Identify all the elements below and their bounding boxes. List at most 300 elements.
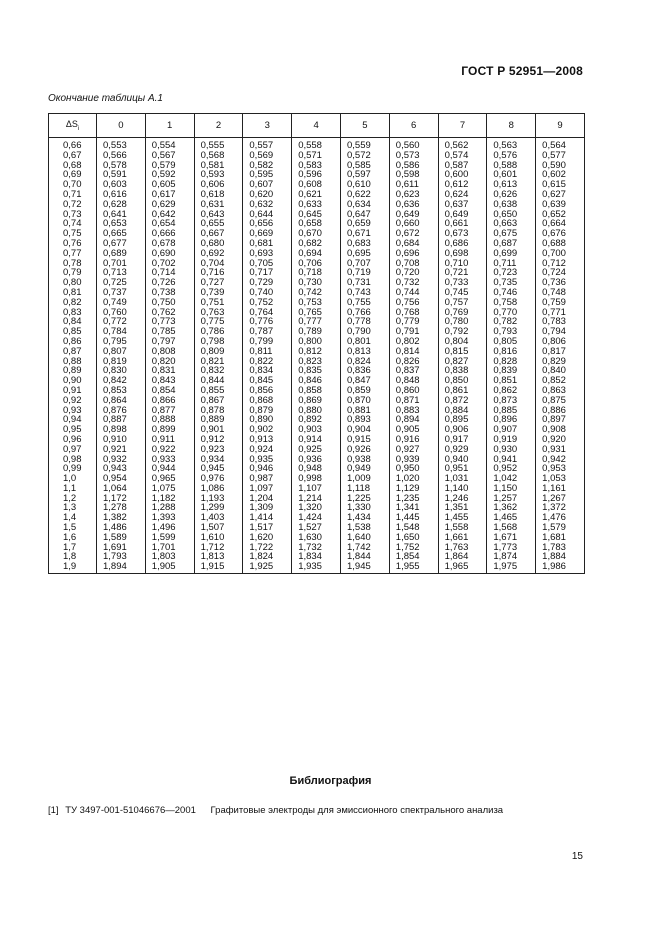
table-cell: 1,620 — [243, 533, 292, 543]
table-cell: 0,828 — [487, 357, 536, 367]
table-cell: 0,834 — [243, 366, 292, 376]
table-cell: 0,568 — [194, 151, 243, 161]
row-key: 0,92 — [49, 396, 97, 406]
table-cell: 1,691 — [97, 543, 146, 553]
table-cell: 0,793 — [487, 327, 536, 337]
table-cell: 1,955 — [389, 562, 438, 573]
table-cell: 0,724 — [536, 268, 585, 278]
table-cell: 0,840 — [536, 366, 585, 376]
table-cell: 0,794 — [536, 327, 585, 337]
table-cell: 0,730 — [292, 278, 341, 288]
table-cell: 1,129 — [389, 484, 438, 494]
table-cell: 0,829 — [536, 357, 585, 367]
table-cell: 1,064 — [97, 484, 146, 494]
table-cell: 0,605 — [145, 180, 194, 190]
table-cell: 1,118 — [340, 484, 389, 494]
table-cell: 0,790 — [340, 327, 389, 337]
table-cell: 0,797 — [145, 337, 194, 347]
table-cell: 0,817 — [536, 347, 585, 357]
table-cell: 0,773 — [145, 317, 194, 327]
table-cell: 0,725 — [97, 278, 146, 288]
table-cell: 0,729 — [243, 278, 292, 288]
table-cell: 0,586 — [389, 161, 438, 171]
table-cell: 0,649 — [389, 210, 438, 220]
table-cell: 0,739 — [194, 288, 243, 298]
table-cell: 1,568 — [487, 523, 536, 533]
table-cell: 1,403 — [194, 513, 243, 523]
table-cell: 0,716 — [194, 268, 243, 278]
table-cell: 0,632 — [243, 200, 292, 210]
table-cell: 0,888 — [145, 415, 194, 425]
table-cell: 0,593 — [194, 170, 243, 180]
table-cell: 0,627 — [536, 190, 585, 200]
table-cell: 0,755 — [340, 298, 389, 308]
table-cell: 0,881 — [340, 406, 389, 416]
table-cell: 0,902 — [243, 425, 292, 435]
table-cell: 0,603 — [97, 180, 146, 190]
table-cell: 0,869 — [292, 396, 341, 406]
table-cell: 1,793 — [97, 552, 146, 562]
table-cell: 0,581 — [194, 161, 243, 171]
table-cell: 0,595 — [243, 170, 292, 180]
table-cell: 1,894 — [97, 562, 146, 573]
table-cell: 0,621 — [292, 190, 341, 200]
table-cell: 1,640 — [340, 533, 389, 543]
row-key: 0,88 — [49, 357, 97, 367]
table-cell: 1,107 — [292, 484, 341, 494]
table-cell: 0,644 — [243, 210, 292, 220]
table-cell: 0,676 — [536, 229, 585, 239]
table-cell: 0,554 — [145, 138, 194, 151]
table-cell: 0,821 — [194, 357, 243, 367]
row-key: 1,4 — [49, 513, 97, 523]
table-cell: 0,600 — [438, 170, 487, 180]
table-cell: 1,309 — [243, 503, 292, 513]
table-cell: 0,941 — [487, 455, 536, 465]
row-key: 1,1 — [49, 484, 97, 494]
table-cell: 0,653 — [97, 219, 146, 229]
row-key: 0,79 — [49, 268, 97, 278]
table-cell: 0,856 — [243, 386, 292, 396]
table-cell: 0,608 — [292, 180, 341, 190]
table-cell: 0,768 — [389, 308, 438, 318]
table-cell: 0,895 — [438, 415, 487, 425]
table-cell: 0,661 — [438, 219, 487, 229]
table-cell: 0,602 — [536, 170, 585, 180]
table-cell: 1,965 — [438, 562, 487, 573]
table-cell: 0,913 — [243, 435, 292, 445]
table-cell: 0,879 — [243, 406, 292, 416]
table-cell: 0,954 — [97, 474, 146, 484]
table-cell: 0,917 — [438, 435, 487, 445]
table-cell: 1,278 — [97, 503, 146, 513]
table-cell: 0,798 — [194, 337, 243, 347]
table-cell: 0,860 — [389, 386, 438, 396]
table-cell: 0,811 — [243, 347, 292, 357]
table-cell: 1,538 — [340, 523, 389, 533]
table-cell: 0,585 — [340, 161, 389, 171]
table-cell: 0,582 — [243, 161, 292, 171]
table-cell: 0,587 — [438, 161, 487, 171]
table-cell: 0,692 — [194, 249, 243, 259]
table-cell: 1,507 — [194, 523, 243, 533]
row-key: 0,75 — [49, 229, 97, 239]
table-cell: 0,596 — [292, 170, 341, 180]
table-cell: 1,214 — [292, 494, 341, 504]
table-cell: 0,838 — [438, 366, 487, 376]
table-cell: 0,736 — [536, 278, 585, 288]
table-cell: 0,907 — [487, 425, 536, 435]
row-key: 0,67 — [49, 151, 97, 161]
table-cell: 0,750 — [145, 298, 194, 308]
table-cell: 0,910 — [97, 435, 146, 445]
table-cell: 0,831 — [145, 366, 194, 376]
table-cell: 0,782 — [487, 317, 536, 327]
table-cell: 1,042 — [487, 474, 536, 484]
table-cell: 0,613 — [487, 180, 536, 190]
row-key: 0,87 — [49, 347, 97, 357]
table-cell: 0,626 — [487, 190, 536, 200]
table-cell: 1,288 — [145, 503, 194, 513]
table-cell: 0,915 — [340, 435, 389, 445]
row-key: 0,86 — [49, 337, 97, 347]
table-cell: 0,693 — [243, 249, 292, 259]
column-header: 9 — [536, 114, 585, 138]
table-cell: 0,727 — [194, 278, 243, 288]
table-cell: 0,751 — [194, 298, 243, 308]
table-cell: 0,583 — [292, 161, 341, 171]
table-cell: 1,075 — [145, 484, 194, 494]
table-cell: 0,650 — [487, 210, 536, 220]
table-cell: 1,455 — [438, 513, 487, 523]
table-cell: 0,931 — [536, 445, 585, 455]
table-cell: 0,777 — [292, 317, 341, 327]
table-cell: 0,700 — [536, 249, 585, 259]
table-body — [49, 138, 585, 574]
column-header-symbol: ΔS — [65, 119, 78, 130]
table-cell: 1,320 — [292, 503, 341, 513]
table-cell: 1,246 — [438, 494, 487, 504]
table-cell: 0,929 — [438, 445, 487, 455]
row-key: 1,5 — [49, 523, 97, 533]
table-cell: 0,778 — [340, 317, 389, 327]
table-cell: 0,789 — [292, 327, 341, 337]
table-cell: 0,839 — [487, 366, 536, 376]
row-key: 0,76 — [49, 239, 97, 249]
table-cell: 0,675 — [487, 229, 536, 239]
table-cell: 0,866 — [145, 396, 194, 406]
table-cell: 1,844 — [340, 552, 389, 562]
table-cell: 0,649 — [438, 210, 487, 220]
table-cell: 0,707 — [340, 259, 389, 269]
table-cell: 0,622 — [340, 190, 389, 200]
table-cell: 0,618 — [194, 190, 243, 200]
table-cell: 0,906 — [438, 425, 487, 435]
table-cell: 0,898 — [97, 425, 146, 435]
table-cell: 0,689 — [97, 249, 146, 259]
table-cell: 0,611 — [389, 180, 438, 190]
table-cell: 0,786 — [194, 327, 243, 337]
table-cell: 1,742 — [340, 543, 389, 553]
table-cell: 1,382 — [97, 513, 146, 523]
table-cell: 0,688 — [536, 239, 585, 249]
table-cell: 0,705 — [243, 259, 292, 269]
table-cell: 0,830 — [97, 366, 146, 376]
table-cell: 0,837 — [389, 366, 438, 376]
table-cell: 1,372 — [536, 503, 585, 513]
row-key: 0,84 — [49, 317, 97, 327]
column-header: 8 — [487, 114, 536, 138]
table-cell: 0,914 — [292, 435, 341, 445]
table-cell: 0,944 — [145, 464, 194, 474]
table-cell: 0,731 — [340, 278, 389, 288]
table-cell: 0,746 — [487, 288, 536, 298]
table-cell: 1,915 — [194, 562, 243, 573]
table-cell: 0,637 — [438, 200, 487, 210]
table-cell: 0,775 — [194, 317, 243, 327]
row-key: 0,68 — [49, 161, 97, 171]
table-cell: 0,760 — [97, 308, 146, 318]
table-cell: 0,678 — [145, 239, 194, 249]
table-cell: 0,854 — [145, 386, 194, 396]
table-cell: 0,836 — [340, 366, 389, 376]
table-cell: 0,694 — [292, 249, 341, 259]
table-cell: 0,943 — [97, 464, 146, 474]
table-cell: 0,800 — [292, 337, 341, 347]
table-cell: 1,834 — [292, 552, 341, 562]
table-cell: 0,899 — [145, 425, 194, 435]
table-cell: 0,717 — [243, 268, 292, 278]
bibliography-entry — [48, 805, 507, 816]
table-cell: 1,182 — [145, 494, 194, 504]
table-cell: 1,813 — [194, 552, 243, 562]
table-cell: 0,733 — [438, 278, 487, 288]
table-cell: 0,871 — [389, 396, 438, 406]
table-cell: 0,638 — [487, 200, 536, 210]
table-cell: 0,814 — [389, 347, 438, 357]
table-cell: 1,925 — [243, 562, 292, 573]
table-cell: 0,680 — [194, 239, 243, 249]
table-cell: 1,193 — [194, 494, 243, 504]
table-cell: 0,601 — [487, 170, 536, 180]
table-cell: 0,687 — [487, 239, 536, 249]
table-cell: 0,887 — [97, 415, 146, 425]
column-header: 6 — [389, 114, 438, 138]
row-key: 0,91 — [49, 386, 97, 396]
table-cell: 1,257 — [487, 494, 536, 504]
column-header-delta-s — [49, 114, 97, 138]
table-cell: 0,922 — [145, 445, 194, 455]
table-cell: 0,588 — [487, 161, 536, 171]
table-cell: 0,562 — [438, 138, 487, 151]
row-key: 0,73 — [49, 210, 97, 220]
table-cell: 0,832 — [194, 366, 243, 376]
table-cell: 0,787 — [243, 327, 292, 337]
table-cell: 1,630 — [292, 533, 341, 543]
table-cell: 0,612 — [438, 180, 487, 190]
table-cell: 1,864 — [438, 552, 487, 562]
table-cell: 0,886 — [536, 406, 585, 416]
table-cell: 1,053 — [536, 474, 585, 484]
table-cell: 1,935 — [292, 562, 341, 573]
table-cell: 0,827 — [438, 357, 487, 367]
table-cell: 0,617 — [145, 190, 194, 200]
table-cell: 0,851 — [487, 376, 536, 386]
table-cell: 1,701 — [145, 543, 194, 553]
table-cell: 0,669 — [243, 229, 292, 239]
table-cell: 0,573 — [389, 151, 438, 161]
table-cell: 0,631 — [194, 200, 243, 210]
table-cell: 1,783 — [536, 543, 585, 553]
table-cell: 0,660 — [389, 219, 438, 229]
table-cell: 0,752 — [243, 298, 292, 308]
table-cell: 0,711 — [487, 259, 536, 269]
row-key: 1,9 — [49, 562, 97, 573]
table-cell: 1,650 — [389, 533, 438, 543]
table-cell: 0,643 — [194, 210, 243, 220]
row-key: 0,74 — [49, 219, 97, 229]
table-cell: 0,950 — [389, 464, 438, 474]
row-key: 0,94 — [49, 415, 97, 425]
bibliography-title: Библиография — [289, 775, 372, 787]
table-cell: 0,652 — [536, 210, 585, 220]
table-cell: 0,647 — [340, 210, 389, 220]
row-key: 0,93 — [49, 406, 97, 416]
table-cell: 1,299 — [194, 503, 243, 513]
row-key: 0,71 — [49, 190, 97, 200]
table-cell: 0,903 — [292, 425, 341, 435]
table-cell: 0,664 — [536, 219, 585, 229]
table-cell: 1,204 — [243, 494, 292, 504]
table-cell: 0,667 — [194, 229, 243, 239]
table-header-row — [49, 114, 585, 138]
table-cell: 1,086 — [194, 484, 243, 494]
table-cell: 0,579 — [145, 161, 194, 171]
table-cell: 0,853 — [97, 386, 146, 396]
table-cell: 0,672 — [389, 229, 438, 239]
table-cell: 0,623 — [389, 190, 438, 200]
table-cell: 1,752 — [389, 543, 438, 553]
table-cell: 0,753 — [292, 298, 341, 308]
row-key: 0,89 — [49, 366, 97, 376]
table-cell: 0,769 — [438, 308, 487, 318]
table-cell: 0,776 — [243, 317, 292, 327]
table-cell: 1,986 — [536, 562, 585, 573]
table-cell: 0,919 — [487, 435, 536, 445]
row-key: 1,3 — [49, 503, 97, 513]
row-key: 0,85 — [49, 327, 97, 337]
table-cell: 0,763 — [194, 308, 243, 318]
table-cell: 1,267 — [536, 494, 585, 504]
table-cell: 0,998 — [292, 474, 341, 484]
table-cell: 0,779 — [389, 317, 438, 327]
table-cell: 1,235 — [389, 494, 438, 504]
table-cell: 0,916 — [389, 435, 438, 445]
table-cell: 0,636 — [389, 200, 438, 210]
table-cell: 0,935 — [243, 455, 292, 465]
table-cell: 0,571 — [292, 151, 341, 161]
table-cell: 0,749 — [97, 298, 146, 308]
table-cell: 1,414 — [243, 513, 292, 523]
table-cell: 0,826 — [389, 357, 438, 367]
table-caption: Окончание таблицы А.1 — [48, 93, 163, 104]
bibliography-entry-description: Графитовые электроды для эмиссионного спектрального анализа — [210, 805, 504, 816]
table-cell: 0,924 — [243, 445, 292, 455]
table-cell: 1,445 — [389, 513, 438, 523]
row-key: 0,99 — [49, 464, 97, 474]
table-cell: 1,465 — [487, 513, 536, 523]
column-header-subscript: i — [77, 125, 80, 132]
table-cell: 0,823 — [292, 357, 341, 367]
table-cell: 0,976 — [194, 474, 243, 484]
table-cell: 0,948 — [292, 464, 341, 474]
column-header: 0 — [97, 114, 146, 138]
column-header: 1 — [145, 114, 194, 138]
table-cell: 0,855 — [194, 386, 243, 396]
table-cell: 1,476 — [536, 513, 585, 523]
table-cell: 1,884 — [536, 552, 585, 562]
row-key: 0,80 — [49, 278, 97, 288]
table-cell: 0,558 — [292, 138, 341, 151]
table-cell: 0,890 — [243, 415, 292, 425]
table-cell: 0,576 — [487, 151, 536, 161]
table-cell: 0,645 — [292, 210, 341, 220]
table-cell: 0,842 — [97, 376, 146, 386]
table-cell: 1,803 — [145, 552, 194, 562]
table-cell: 0,927 — [389, 445, 438, 455]
data-table — [48, 113, 585, 574]
table-cell: 1,161 — [536, 484, 585, 494]
table-cell: 0,939 — [389, 455, 438, 465]
table-cell: 0,905 — [389, 425, 438, 435]
table-cell: 0,704 — [194, 259, 243, 269]
table-cell: 0,896 — [487, 415, 536, 425]
table-cell: 0,843 — [145, 376, 194, 386]
table-cell: 0,759 — [536, 298, 585, 308]
table-cell: 0,897 — [536, 415, 585, 425]
table-cell: 0,642 — [145, 210, 194, 220]
table-cell: 0,859 — [340, 386, 389, 396]
table-cell: 0,564 — [536, 138, 585, 151]
table-cell: 0,809 — [194, 347, 243, 357]
table-cell: 0,852 — [536, 376, 585, 386]
row-key: 0,96 — [49, 435, 97, 445]
table-cell: 0,877 — [145, 406, 194, 416]
table-cell: 0,712 — [536, 259, 585, 269]
table-cell: 0,616 — [97, 190, 146, 200]
table-cell: 0,718 — [292, 268, 341, 278]
table-cell: 0,742 — [292, 288, 341, 298]
table-cell: 0,953 — [536, 464, 585, 474]
table-cell: 0,870 — [340, 396, 389, 406]
table-cell: 0,677 — [97, 239, 146, 249]
table-cell: 0,695 — [340, 249, 389, 259]
table-cell: 0,673 — [438, 229, 487, 239]
table-cell: 0,671 — [340, 229, 389, 239]
table-cell: 0,889 — [194, 415, 243, 425]
table-cell: 1,362 — [487, 503, 536, 513]
table-cell: 0,743 — [340, 288, 389, 298]
table-cell: 0,930 — [487, 445, 536, 455]
table-cell: 0,681 — [243, 239, 292, 249]
table-cell: 0,610 — [340, 180, 389, 190]
table-cell: 0,683 — [340, 239, 389, 249]
table-cell: 1,517 — [243, 523, 292, 533]
table-cell: 1,854 — [389, 552, 438, 562]
table-cell: 0,658 — [292, 219, 341, 229]
table-cell: 1,722 — [243, 543, 292, 553]
row-key: 0,78 — [49, 259, 97, 269]
